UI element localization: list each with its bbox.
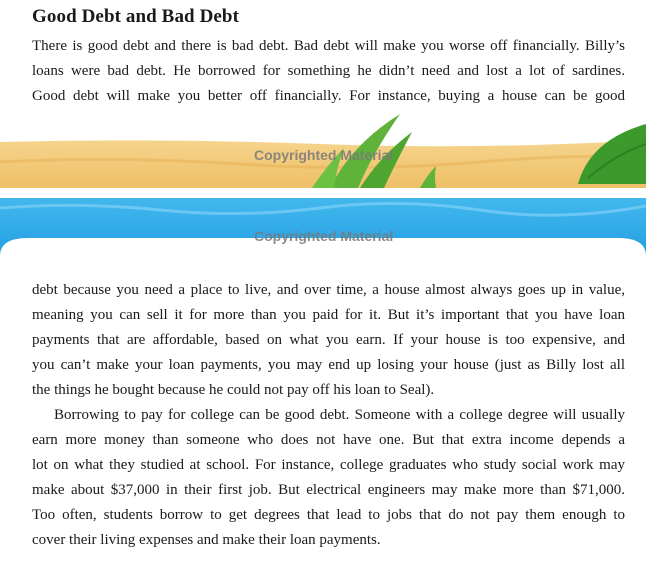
bottom-line-3: payments that are affordable, based on what you earn. If your house is too expensive, and (32, 332, 625, 348)
watermark-bottom: Copyrighted Material (254, 228, 394, 244)
top-line-1: There is good debt and there is bad debt. Bad debt will make you worse off financially. Billy’s (32, 38, 625, 54)
top-text-block (0, 0, 646, 120)
bottom-line-7: earn more money than someone who does not have one. But that extra income depends a (32, 432, 625, 448)
top-line-2: loans were bad debt. He borrowed for something he didn’t need and lost a lot of sardines. (32, 63, 625, 79)
bottom-line-1: debt because you need a place to live, and over time, a house almost always goes up in value, (32, 282, 625, 298)
bottom-line-10: Too often, students borrow to get degrees that lead to jobs that do not pay them enough to (32, 507, 625, 523)
illustration-band (0, 104, 646, 264)
bottom-line-4: you can’t make your loan payments, you may end up losing your house (just as Billy lost all (32, 357, 625, 373)
section-heading: Good Debt and Bad Debt (32, 6, 240, 27)
bottom-line-2: meaning you can sell it for more than you paid for it. But it’s important that you have loan (32, 307, 625, 323)
watermark-top: Copyrighted Material (254, 147, 394, 163)
top-line-3: Good debt will make you better off financially. For instance, buying a house can be good (32, 88, 625, 104)
bottom-line-8: lot on what they studied at school. For instance, college graduates who study social work may (32, 457, 625, 473)
bottom-line-6: Borrowing to pay for college can be good debt. Someone with a college degree will usually (54, 407, 625, 423)
bottom-line-9: make about $37,000 in their first job. But electrical engineers may make more than $71,000. (32, 482, 625, 498)
white-gap (0, 188, 646, 198)
bottom-line-11: cover their living expenses and make their loan payments. (32, 532, 381, 548)
bottom-line-5: the things he bought because he could not pay off his loan to Seal). (32, 382, 435, 398)
